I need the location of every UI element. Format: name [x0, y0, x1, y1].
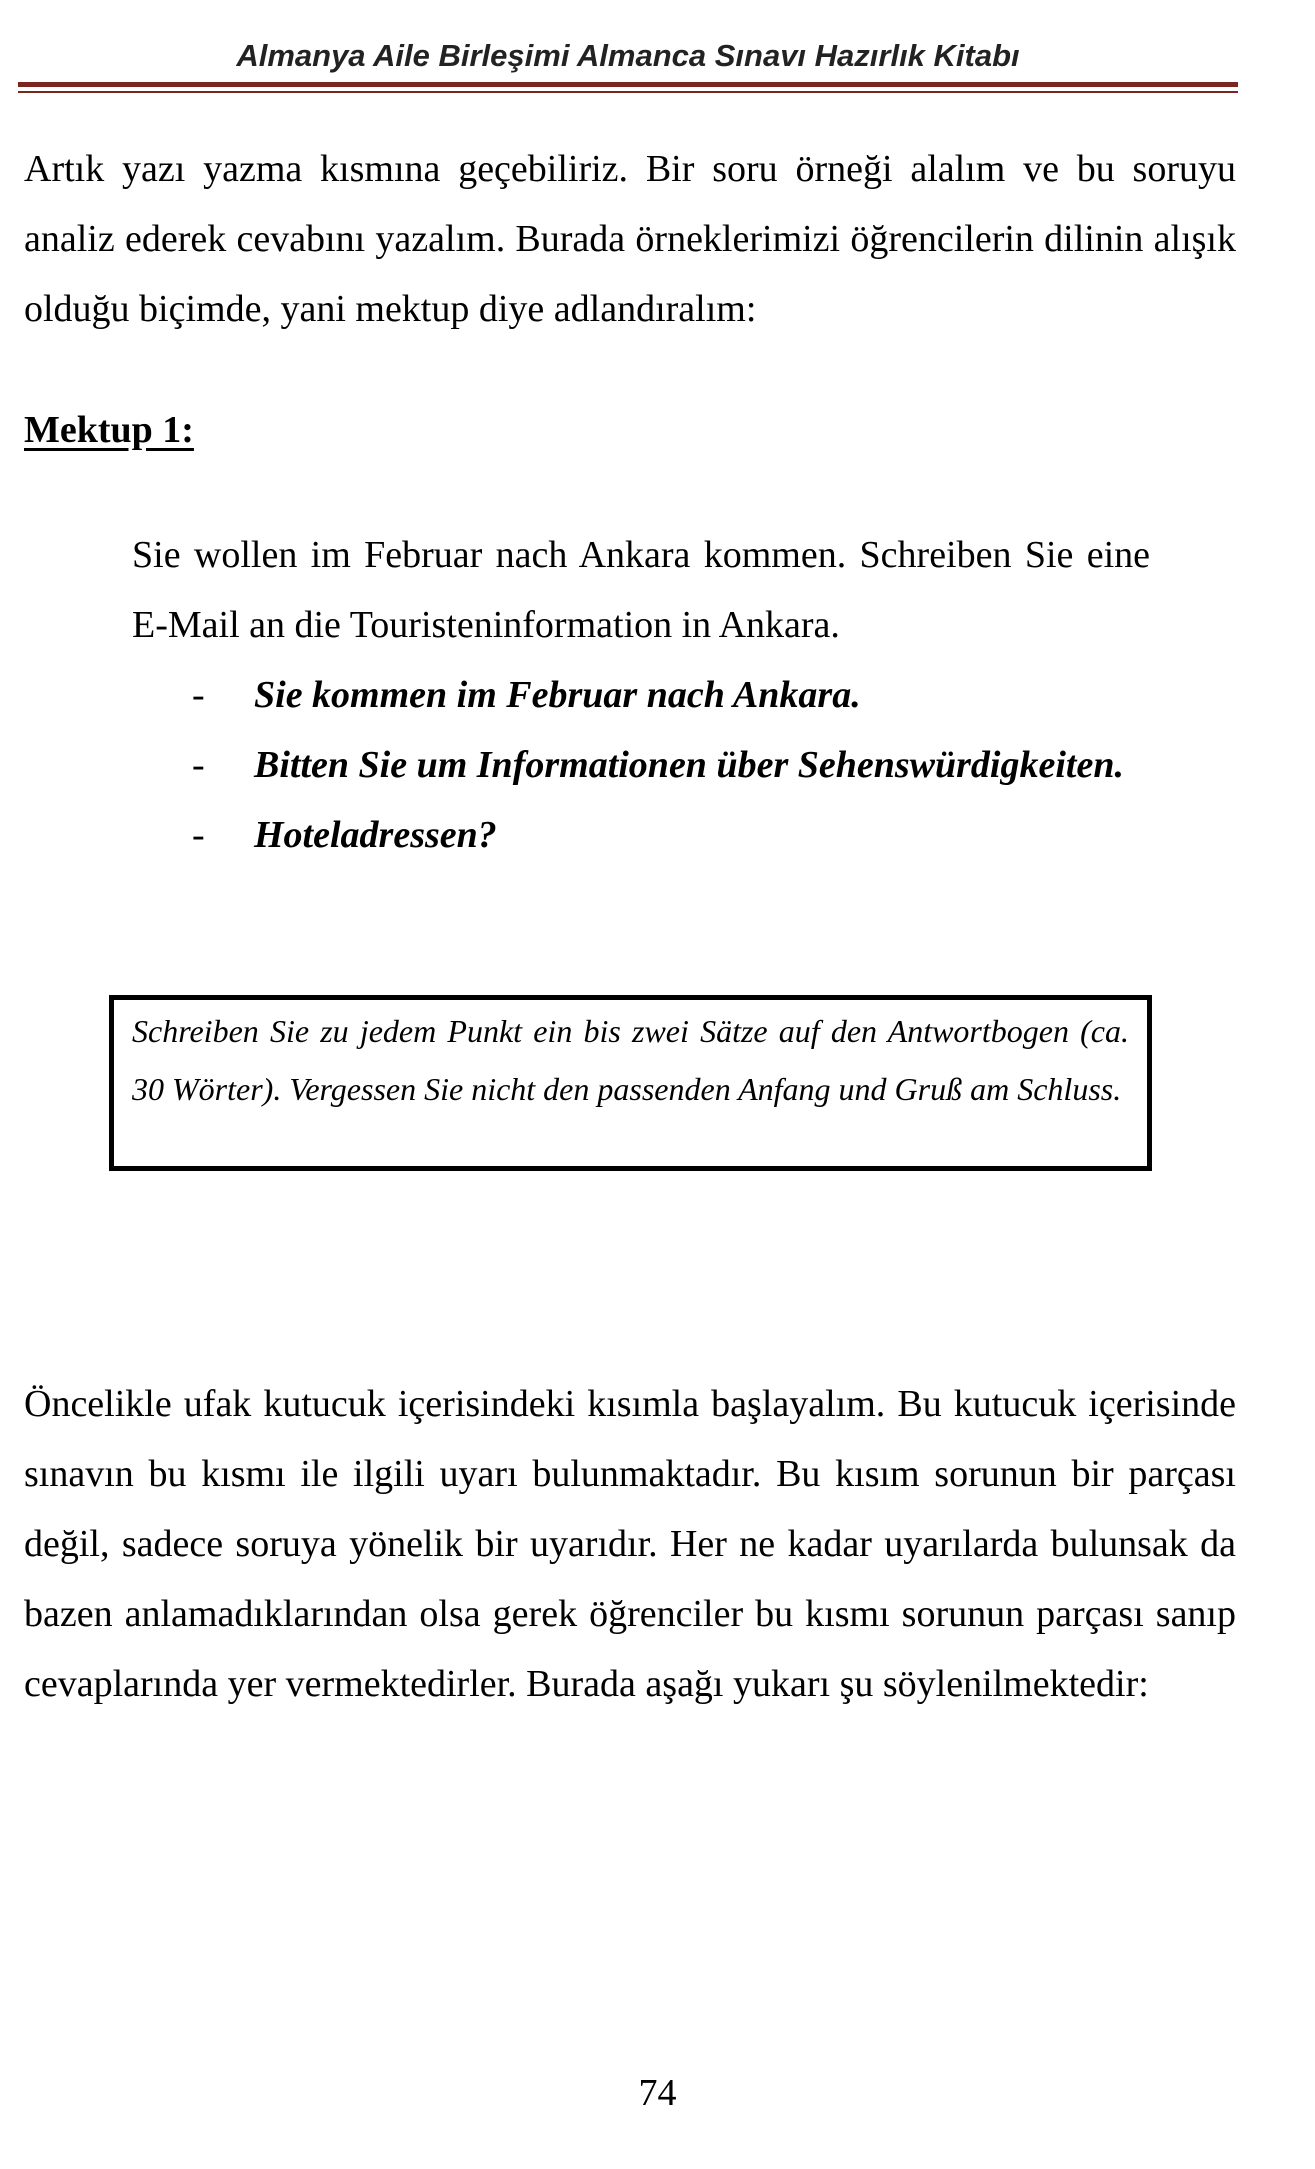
- header-rule-thin: [18, 91, 1238, 93]
- letter-title: Mektup 1:: [24, 409, 194, 451]
- instruction-box: Schreiben Sie zu jedem Punkt ein bis zwei Sätze auf den Antwortbogen (ca. 30 Wörter). Vergessen Sie nicht den passenden Anfang und Gruß am Schluss.: [109, 995, 1152, 1171]
- bullet-dash: -: [192, 744, 205, 786]
- task-point-text: Sie kommen im Februar nach Ankara.: [254, 674, 861, 716]
- task-point: [132, 800, 1150, 870]
- bullet-dash: -: [192, 814, 205, 856]
- header-rule: [18, 82, 1238, 87]
- explanation-paragraph: Öncelikle ufak kutucuk içerisindeki kısımla başlayalım. Bu kutucuk içerisinde sınavın bu kısmı ile ilgili uyarı bulunmaktadır. Bu kısım sorunun bir parçası değil, sadece soruya yönelik bir uyarıdır. Her ne kadar uyarılarda bulunsak da bazen anlamadıklarından olsa gerek öğrenciler bu kısmı sorunun parçası sanıp cevaplarında yer vermektedirler. Burada aşağı yukarı şu söylenilmektedir:: [24, 1383, 1236, 1705]
- task-point-text: Hoteladressen?: [254, 814, 497, 856]
- task-point: [132, 730, 1150, 800]
- page-number: 74: [638, 2072, 677, 2114]
- intro-paragraph: Artık yazı yazma kısmına geçebiliriz. Bir soru örneği alalım ve bu soruyu analiz ederek cevabını yazalım. Burada örneklerimizi öğrencilerin dilinin alışık olduğu biçimde, yani mektup diye adlandıralım:: [24, 148, 1236, 330]
- task-point-text: Bitten Sie um Informationen über Sehenswürdigkeiten.: [254, 744, 1124, 786]
- task-points: [132, 660, 1150, 870]
- task-point: [132, 660, 1150, 730]
- letter-task: Sie wollen im Februar nach Ankara kommen. Schreiben Sie eine E-Mail an die Touristeninformation in Ankara.: [132, 534, 1150, 646]
- bullet-dash: -: [192, 674, 205, 716]
- running-header: Almanya Aile Birleşimi Almanca Sınavı Hazırlık Kitabı: [236, 38, 1020, 73]
